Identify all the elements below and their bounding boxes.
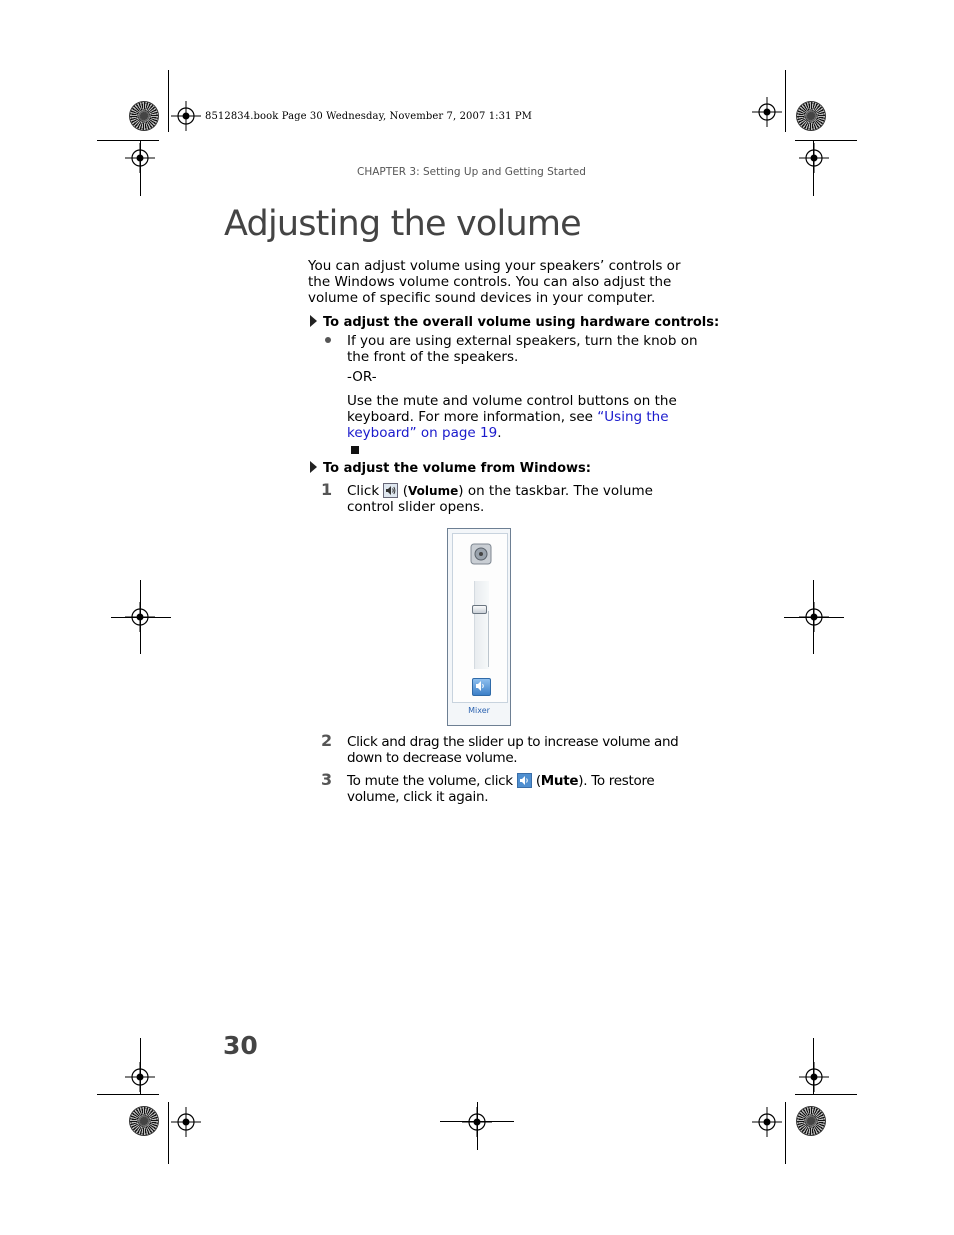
step-text: Click and drag the slider up to increase volume and down to decrease volume. — [347, 734, 679, 766]
mute-icon — [517, 773, 532, 788]
step-text-tail: . To restore volume, click it again. — [347, 773, 655, 805]
step-text-lead: Click — [347, 483, 380, 499]
alternate-instruction — [347, 393, 692, 441]
registration-mark-icon — [171, 101, 201, 131]
paren-close: ) — [458, 483, 464, 499]
step-number: 3 — [321, 770, 333, 789]
volume-icon — [383, 483, 398, 498]
procedure-arrow-icon — [310, 315, 317, 327]
mute-label: Mute — [540, 773, 579, 789]
volume-label: Volume — [408, 484, 459, 498]
registration-mark-icon — [462, 1107, 492, 1137]
step-number: 1 — [321, 480, 333, 499]
page-title: Adjusting the volume — [224, 204, 581, 244]
link-period: . — [497, 425, 502, 441]
speaker-icon — [473, 679, 488, 693]
registration-mark-icon — [125, 602, 155, 632]
bullet-icon — [325, 337, 331, 343]
registration-mark-icon — [125, 1062, 155, 1092]
step-text — [347, 483, 697, 515]
keyboard-link[interactable]: “Using the keyboard” on page 19 — [347, 409, 669, 441]
procedure-heading-text: To adjust the volume from Windows: — [323, 461, 591, 476]
registration-mark-icon — [752, 97, 782, 127]
registration-mark-icon — [125, 143, 155, 173]
alternate-instruction-text: Use the mute and volume control buttons on the keyboard. For more information, see — [347, 393, 677, 425]
end-of-procedure-mark — [351, 446, 359, 454]
registration-mark-icon — [799, 1062, 829, 1092]
procedure-arrow-icon — [310, 461, 317, 473]
registration-mark-icon — [752, 1107, 782, 1137]
print-slug: 8512834.book Page 30 Wednesday, November 7, 2007 1:31 PM — [205, 111, 533, 122]
step-text-lead: To mute the volume, click — [347, 773, 513, 789]
color-bar-rosette-icon — [797, 102, 825, 130]
volume-slider-track[interactable] — [474, 581, 489, 669]
registration-mark-icon — [799, 602, 829, 632]
registration-mark-icon — [171, 1107, 201, 1137]
step-text-tail: ) — [578, 773, 584, 789]
procedure-heading — [310, 315, 719, 330]
volume-control-panel — [447, 528, 511, 726]
color-bar-rosette-icon — [130, 1107, 158, 1135]
running-head: CHAPTER 3: Setting Up and Getting Started — [357, 166, 586, 178]
color-bar-rosette-icon — [797, 1107, 825, 1135]
step-text — [347, 773, 707, 805]
or-separator: -OR- — [347, 369, 377, 385]
mute-button[interactable] — [472, 678, 491, 696]
paren-open: ( — [402, 483, 409, 499]
volume-slider-thumb[interactable] — [472, 605, 487, 614]
paren-open: ( — [535, 773, 541, 789]
bullet-text: If you are using external speakers, turn the knob on the front of the speakers. — [347, 333, 698, 365]
mixer-link[interactable]: Mixer — [468, 706, 490, 715]
procedure-heading — [310, 461, 591, 476]
step-number: 2 — [321, 731, 333, 750]
procedure-heading-text: To adjust the overall volume using hardware controls: — [323, 315, 720, 330]
speaker-device-icon — [470, 543, 492, 565]
intro-paragraph: You can adjust volume using your speakers’ controls or the Windows volume controls. You can also adjust the volume of specific sound devices in your computer. — [308, 258, 681, 306]
volume-slider-tick-line — [488, 611, 489, 667]
page-number: 30 — [223, 1031, 258, 1060]
step-text-tail: on the taskbar. The volume control slider opens. — [347, 483, 653, 515]
color-bar-rosette-icon — [130, 102, 158, 130]
registration-mark-icon — [799, 143, 829, 173]
